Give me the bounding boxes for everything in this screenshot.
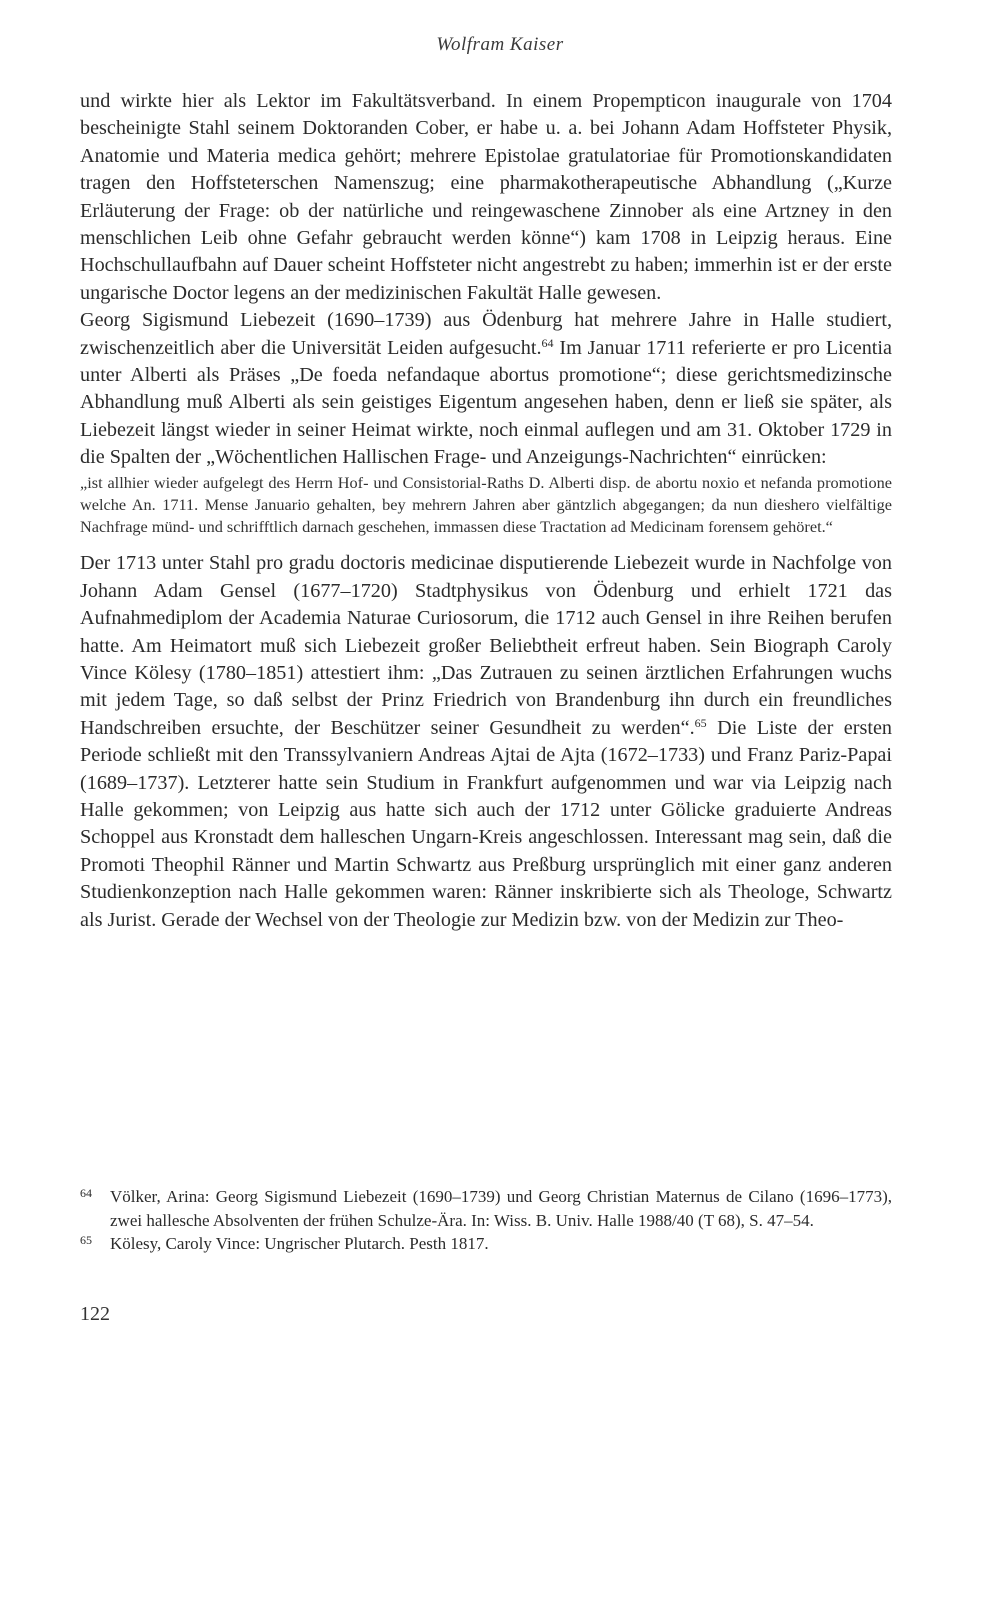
paragraph-2-part-a: Georg Sigismund Liebezeit (1690–1739) aus Ödenburg hat mehrere Jahre in Halle studiert, zwischenzeitlich aber die Universität Leiden aufgesucht. [80, 309, 892, 359]
body-text [80, 88, 892, 934]
paragraph-3-part-b: Die Liste der ersten Periode schließt mit den Transsylvaniern Andreas Ajtai de Ajta (1672–1733) und Franz Pariz-Papai (1689–1737). Letzterer hatte sein Studium in Frankfurt aufgenommen und war via Leipzig nach Halle gekommen; von Leipzig aus hatte sich auch der 1712 unter Gölicke graduierte Andreas Schoppel aus Kronstadt dem halleschen Ungarn-Kreis angeschlossen. Interessant mag sein, daß die Promoti Theophil Ränner und Martin Schwartz aus Preßburg ursprünglich mit einer ganz anderen Studienkonzeption nach Halle gekommen waren: Ränner inskribierte sich als Theologe, Schwartz als Jurist. Gerade der Wechsel von der Theologie zur Medizin bzw. von der Medizin zur Theo- [80, 716, 892, 931]
footnote-text: Kölesy, Caroly Vince: Ungrischer Plutarch. Pesth 1817. [110, 1234, 489, 1253]
footnote-65 [80, 1232, 892, 1256]
page-number: 122 [80, 1303, 110, 1325]
footnote-ref-64[interactable]: 64 [541, 335, 554, 350]
paragraph-3-part-a: Der 1713 unter Stahl pro gradu doctoris medicinae disputierende Liebezeit wurde in Nachfolge von Johann Adam Gensel (1677–1720) Stadtphysikus von Ödenburg und erhielt 1721 das Aufnahmediplom der Academia Naturae Curiosorum, die 1712 auch Gensel in ihre Reihen berufen hatte. Am Heimatort muß sich Liebezeit großer Beliebtheit erfreut haben. Sein Biograph Caroly Vince Kölesy (1780–1851) attestiert ihm: „Das Zutrauen zu seinen ärztlichen Erfahrungen wuchs mit jedem Tage, so daß selbst der Prinz Friedrich von Brandenburg ihn durch ein freundliches Handschreiben ersuchte, der Beschützer seiner Gesundheit zu werden“. [80, 552, 892, 739]
paragraph-2 [80, 307, 892, 471]
footnote-text: Völker, Arina: Georg Sigismund Liebezeit (1690–1739) und Georg Christian Maternus de Cilano (1696–1773), zwei hallesche Absolventen der frühen Schulze-Ära. In: Wiss. B. Univ. Halle 1988/40 (T 68), S. 47–54. [110, 1187, 892, 1230]
paragraph-1: und wirkte hier als Lektor im Fakultätsverband. In einem Propempticon inaugurale von 1704 bescheinigte Stahl seinem Doktoranden Cober, er habe u. a. bei Johann Adam Hoffsteter Physik, Anatomie und Materia medica gehört; mehrere Epistolae gratulatoriae für Promotionskandidaten tragen den Hoffsteterschen Namenszug; eine pharmakotherapeutische Abhandlung („Kurze Erläuterung der Frage: ob der natürliche und reingewaschene Zinnober als eine Artzney in den menschlichen Leib ohne Gefahr gebraucht werden könne“) kam 1708 in Leipzig heraus. Eine Hochschullaufbahn auf Dauer scheint Hoffsteter nicht angestrebt zu haben; immerhin ist er der erste ungarische Doctor legens an der medizinischen Fakultät Halle gewesen. [80, 90, 892, 304]
block-quote: „ist allhier wieder aufgelegt des Herrn Hof- und Consistorial-Raths D. Alberti disp. de abortu noxio et nefanda promotione welche An. 1711. Mense Januario gehalten, bey mehrern Jahren aber gäntzlich abgegangen; da nun dieshero vielfältige Nachfrage münd- und schrifftlich darnach geschehen, immassen diese Tractation ad Medicinam forensem gehöret.“ [80, 472, 892, 537]
footnotes [80, 1185, 892, 1256]
paragraph-2-part-b: Im Januar 1711 referierte er pro Licentia unter Alberti als Präses „De foeda nefandaque abortus promotione“; diese gerichtsmedizinsche Abhandlung muß Alberti als sein geistiges Eigentum angesehen haben, denn er ließ sie später, als Liebezeit längst wieder in seiner Heimat wirkte, noch einmal auflegen und am 31. Oktober 1729 in die Spalten der „Wöchentlichen Hallischen Frage- und Anzeigungs-Nachrichten“ einrücken: [80, 336, 892, 469]
footnote-ref-65[interactable]: 65 [694, 715, 707, 730]
footnote-number: 65 [80, 1233, 92, 1247]
paragraph-3 [80, 550, 892, 934]
running-head: Wolfram Kaiser [436, 34, 564, 55]
footnote-64 [80, 1185, 892, 1232]
footnote-number: 64 [80, 1186, 92, 1200]
